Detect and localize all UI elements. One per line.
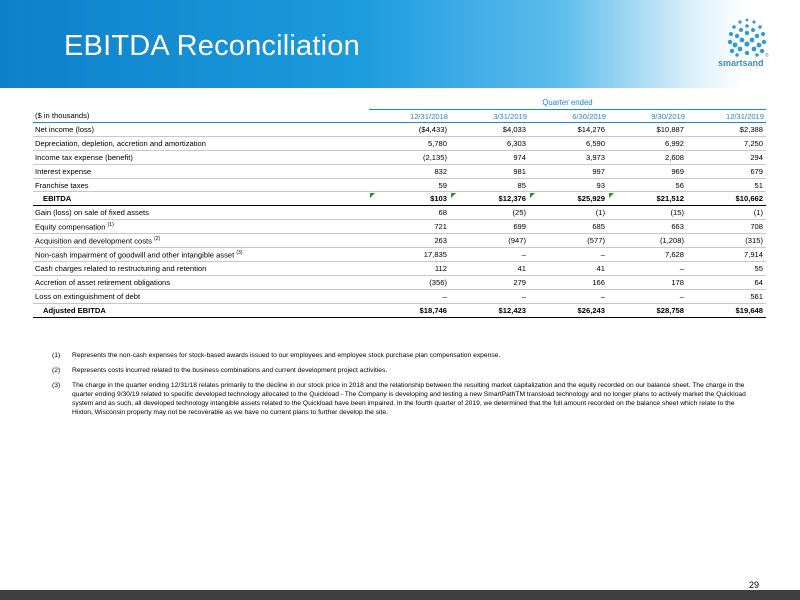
cell-value: – <box>608 262 687 276</box>
cell-value: 178 <box>608 275 687 289</box>
units-label: ($ in thousands) <box>33 110 369 123</box>
table-row <box>33 289 766 303</box>
row-label: Income tax expense (benefit) <box>33 150 369 164</box>
cell-value: 93 <box>529 178 608 192</box>
cell-value: – <box>529 248 608 262</box>
table-row <box>33 164 766 178</box>
table-row <box>33 262 766 276</box>
cell-value: $2,388 <box>687 123 766 137</box>
table-row <box>33 275 766 289</box>
cell-value: 112 <box>369 262 450 276</box>
cell-value: 969 <box>608 164 687 178</box>
adjusted-ebitda-total-row <box>33 303 766 317</box>
cell-value: 51 <box>687 178 766 192</box>
cell-value: 6,992 <box>608 136 687 150</box>
table-row <box>33 206 766 220</box>
cell-value: $26,243 <box>529 303 608 317</box>
footnote <box>52 366 752 375</box>
row-label: Net income (loss) <box>33 123 369 137</box>
cell-value: (947) <box>450 234 529 248</box>
cell-value: – <box>369 289 450 303</box>
footnotes <box>52 351 752 423</box>
cell-value: 56 <box>608 178 687 192</box>
row-label: Franchise taxes <box>33 178 369 192</box>
row-label: Non-cash impairment of goodwill and other intangible asset $^{(3)}$ <box>33 248 369 262</box>
row-label: Gain (loss) on sale of fixed assets <box>33 206 369 220</box>
cell-value: 663 <box>608 220 687 234</box>
cell-value: 166 <box>529 275 608 289</box>
row-label: Adjusted EBITDA <box>33 303 369 317</box>
row-label: Acquisition and development costs $^{(2)}$ <box>33 234 369 248</box>
cell-value: $12,376 <box>450 192 529 206</box>
footnote-number: (3) <box>52 382 61 389</box>
cell-value: $25,929 <box>529 192 608 206</box>
column-header: 12/31/2018 <box>369 110 450 123</box>
row-label: Depreciation, depletion, accretion and amortization <box>33 136 369 150</box>
cell-value: 64 <box>687 275 766 289</box>
cell-value: (315) <box>687 234 766 248</box>
cell-value: (577) <box>529 234 608 248</box>
column-header: 6/30/2019 <box>529 110 608 123</box>
cell-value: $21,512 <box>608 192 687 206</box>
cell-value: 981 <box>450 164 529 178</box>
cell-value: 685 <box>529 220 608 234</box>
cell-value: 721 <box>369 220 450 234</box>
footnote-ref: (3) <box>236 249 243 256</box>
cell-value: 294 <box>687 150 766 164</box>
cell-value: $14,276 <box>529 123 608 137</box>
footnote-ref: (1) <box>107 222 114 229</box>
footnote-text: The charge in the quarter ending 12/31/18 relates primarily to the decline in our stock price in 2018 and the relationship between the resulting market capitalization and the equity recorded on our balance sheet. The charge in the quarter ending 9/30/19 related to specific developed technology allocated to the Quickload - The Company is developing and testing a new SmartPathTM transload technology and no longer plans to actively market the Quickload system and as such, all developed technology intangible assets related to the Quickload have been impaired. In the fourth quarter of 2019, we determined that the full amount recorded on the balance sheet which relate to the Hixton, Wisconsin property may not be recoverable as we have no current plans to further develop the site. <box>72 382 746 416</box>
cell-value: $18,746 <box>369 303 450 317</box>
row-label: Interest expense <box>33 164 369 178</box>
cell-value: 832 <box>369 164 450 178</box>
quarter-ended-label: Quarter ended <box>369 95 766 110</box>
table-row <box>33 178 766 192</box>
table-row <box>33 123 766 137</box>
cell-value: $19,648 <box>687 303 766 317</box>
cell-value: 679 <box>687 164 766 178</box>
cell-value: (15) <box>608 206 687 220</box>
cell-value: (1,208) <box>608 234 687 248</box>
cell-value: 279 <box>450 275 529 289</box>
logo-wordmark: smartsand <box>718 58 764 68</box>
cell-value: – <box>529 289 608 303</box>
footnote-number: (1) <box>52 352 61 359</box>
table-row <box>33 234 766 248</box>
header-row <box>33 110 766 123</box>
row-label: Equity compensation $^{(1)}$ <box>33 220 369 234</box>
cell-value: 7,914 <box>687 248 766 262</box>
row-label: Cash charges related to restructuring and retention <box>33 262 369 276</box>
footnote <box>52 381 752 417</box>
cell-value: 6,590 <box>529 136 608 150</box>
row-label: Accretion of asset retirement obligations <box>33 275 369 289</box>
cell-value: (1) <box>687 206 766 220</box>
page-number: 29 <box>749 580 760 590</box>
green-marker-icon <box>370 193 375 198</box>
cell-value: (1) <box>529 206 608 220</box>
cell-value: (356) <box>369 275 450 289</box>
table-row <box>33 136 766 150</box>
footer-bar <box>0 590 800 600</box>
cell-value: – <box>608 289 687 303</box>
cell-value: 5,780 <box>369 136 450 150</box>
cell-value: 974 <box>450 150 529 164</box>
column-header: 3/31/2019 <box>450 110 529 123</box>
cell-value: $103 <box>369 192 450 206</box>
cell-value: $28,758 <box>608 303 687 317</box>
footnote-number: (2) <box>52 367 61 374</box>
footnote <box>52 351 752 360</box>
cell-value: 85 <box>450 178 529 192</box>
cell-value: $12,423 <box>450 303 529 317</box>
column-header: 9/30/2019 <box>608 110 687 123</box>
cell-value: – <box>450 289 529 303</box>
cell-value: 6,303 <box>450 136 529 150</box>
header-banner <box>0 0 800 88</box>
quarter-ended-row <box>33 95 766 110</box>
cell-value: 41 <box>529 262 608 276</box>
cell-value: 708 <box>687 220 766 234</box>
table-row <box>33 220 766 234</box>
green-marker-icon <box>609 193 614 198</box>
table-row <box>33 248 766 262</box>
cell-value: 17,835 <box>369 248 450 262</box>
cell-value: ($4,433) <box>369 123 450 137</box>
cell-value: 7,628 <box>608 248 687 262</box>
footnote-ref: (2) <box>154 235 161 242</box>
cell-value: – <box>450 248 529 262</box>
column-header: 12/31/2019 <box>687 110 766 123</box>
cell-value: 41 <box>450 262 529 276</box>
cell-value: 55 <box>687 262 766 276</box>
green-marker-icon <box>451 193 456 198</box>
footnote-text: Represents the non-cash expenses for stock-based awards issued to our employees and employee stock purchase plan compensation expense. <box>72 352 501 359</box>
cell-value: 3,973 <box>529 150 608 164</box>
cell-value: 699 <box>450 220 529 234</box>
cell-value: 7,250 <box>687 136 766 150</box>
row-label: EBITDA <box>33 192 369 206</box>
green-marker-icon <box>530 193 535 198</box>
cell-value: 997 <box>529 164 608 178</box>
cell-value: 2,608 <box>608 150 687 164</box>
cell-value: $10,887 <box>608 123 687 137</box>
row-label: Loss on extinguishment of debt <box>33 289 369 303</box>
page-title: EBITDA Reconciliation <box>64 30 360 62</box>
cell-value: 59 <box>369 178 450 192</box>
cell-value: $10,662 <box>687 192 766 206</box>
table-row <box>33 150 766 164</box>
cell-value: 561 <box>687 289 766 303</box>
cell-value: $4,033 <box>450 123 529 137</box>
logo-trademark: ® <box>765 53 769 59</box>
cell-value: (2,135) <box>369 150 450 164</box>
ebitda-reconciliation-table <box>33 95 766 318</box>
cell-value: 68 <box>369 206 450 220</box>
cell-value: 263 <box>369 234 450 248</box>
footnote-text: Represents costs incurred related to the business combinations and current development project activities. <box>72 367 388 374</box>
cell-value: (25) <box>450 206 529 220</box>
ebitda-total-row <box>33 192 766 206</box>
